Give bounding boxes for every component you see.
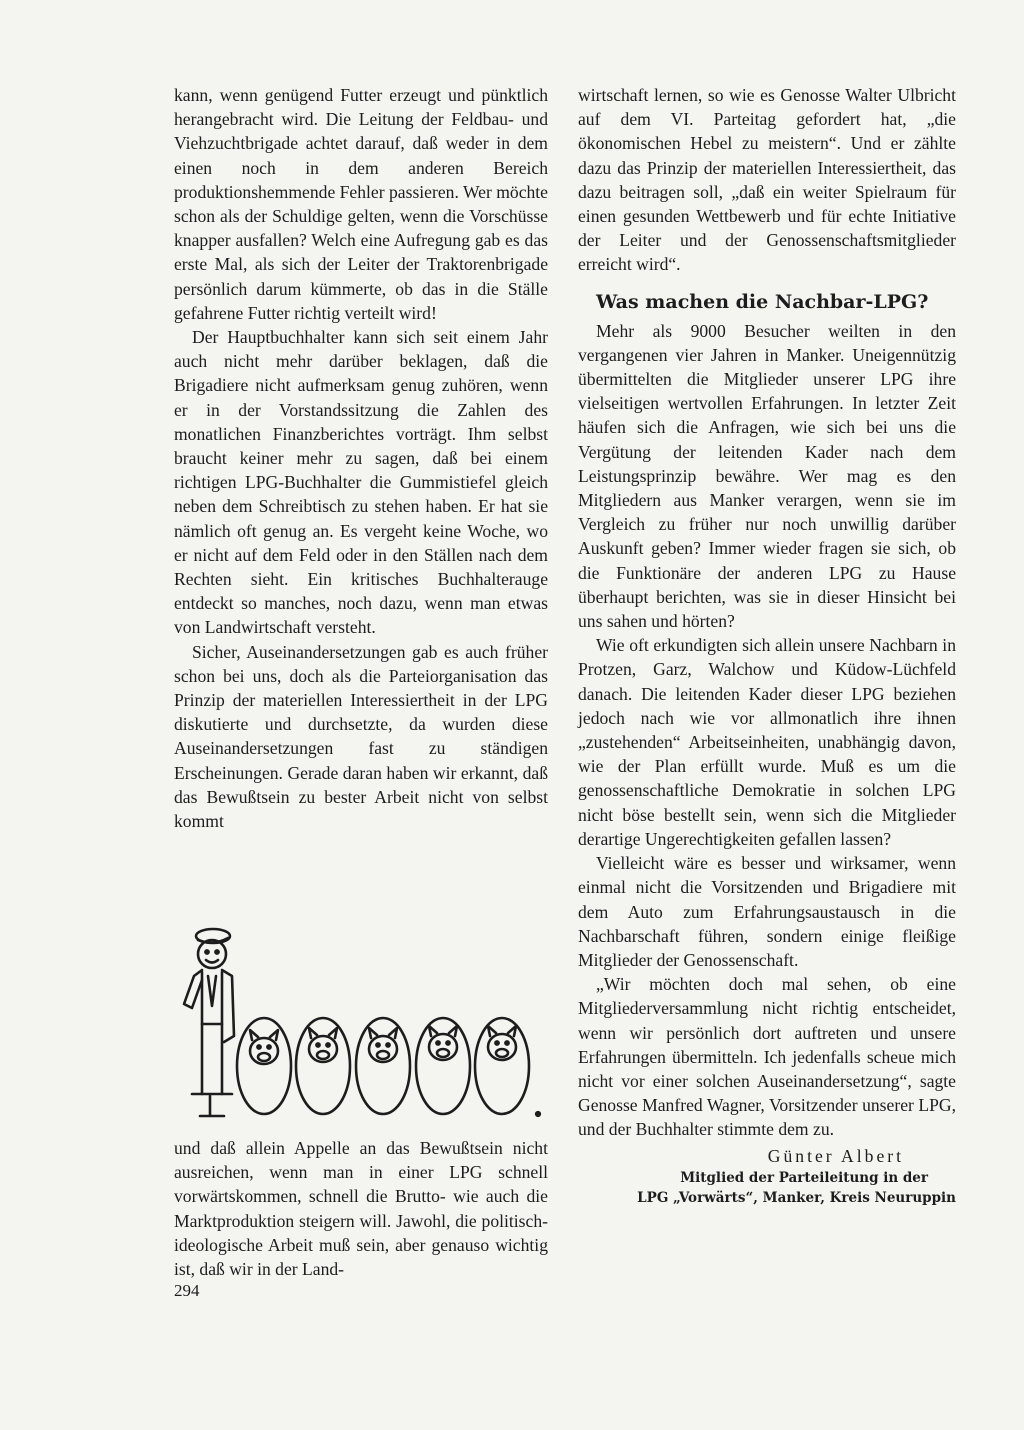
author-organization: LPG „Vorwärts“, Manker, Kreis Neuruppin bbox=[637, 1189, 956, 1206]
left-column-top bbox=[174, 83, 548, 833]
section-heading: Was machen die Nachbar-LPG? bbox=[596, 290, 929, 313]
farmer-with-five-pigs-cartoon-icon bbox=[180, 916, 550, 1128]
paragraph: Mehr als 9000 Besucher weilten in den vergangenen vier Jahren in Manker. Uneigennützig übermittelten die Mitglieder unserer LPG ihre vielseitigen wertvollen Erfahrungen. In letzter Zeit häufen sich die Anfragen, wie sich bei uns die Vergütung der leitenden Kader nach dem Leistungsprinzip bewähre. Wer mag es den Mitgliedern aus Manker verargen, wenn sie im Vergleich zu früher nur noch unwillig darüber Auskunft geben? Immer wieder fragen sie sich, ob die Funktionäre der anderen LPG zu Hause überhaupt berichten, was sie in dieser Hinsicht bei uns sahen und hörten? bbox=[578, 320, 956, 632]
paragraph: Wie oft erkundigten sich allein unsere Nachbarn in Protzen, Garz, Walchow und Küdow-Lüchfeld danach. Die leitenden Kader dieser LPG beziehen jedoch nach wie vor allmonatlich ihre ihnen „zustehenden“ Arbeitseinheiten, unabhängig davon, wie der Plan erfüllt wurde. Muß es um die genossenschaftliche Demokratie in solchen LPG nicht böse bestellt sein, wenn sich die Mitglieder derartige Ungerechtigkeiten gefallen lassen? bbox=[578, 635, 956, 849]
paragraph: Vielleicht wäre es besser und wirksamer, wenn einmal nicht die Vorsitzenden und Brigadiere mit dem Auto zum Erfahrungsaustausch in die Nachbarschaft führen, sondern einige fleißige Mitglieder der Genossenschaft. bbox=[578, 853, 956, 970]
right-column bbox=[578, 83, 956, 1208]
paragraph: Der Hauptbuchhalter kann sich seit einem Jahr auch nicht mehr darüber beklagen, daß die Brigadiere nicht aufmerksam genug zuhören, wenn er in der Vorstandssitzung die Zahlen des monatlichen Finanzberichtes vorträgt. Ihm selbst braucht keiner mehr zu sagen, daß bei einem richtigen LPG-Buchhalter die Gummistiefel gleich neben dem Schreibtisch zu stehen haben. Er hat sie nämlich oft genug an. Es vergeht keine Woche, wo er nicht auf dem Feld oder in den Ställen nach dem Rechten sieht. Ein kritisches Buchhalterauge entdeckt so manches, noch dazu, wenn man etwas von Landwirtschaft versteht. bbox=[174, 327, 548, 638]
paragraph: Sicher, Auseinandersetzungen gab es auch früher schon bei uns, doch als die Parteiorganisation das Prinzip der materiellen Interessiertheit in der LPG diskutierte und durchsetzte, da wurden diese Auseinandersetzungen fast zu ständigen Erscheinungen. Gerade daran haben wir erkannt, daß das Bewußtsein zu bester Arbeit nicht von selbst kommt bbox=[174, 641, 548, 832]
paragraph: wirtschaft lernen, so wie es Genosse Walter Ulbricht auf dem VI. Parteitag gefordert hat, „die ökonomischen Hebel zu meistern“. Und er zählte dazu das Prinzip der materiellen Interessiertheit, das dazu beitragen soll, „daß ein weiter Spielraum für einen gesunden Wettbewerb und für echte Initiative der Leiter und der Genossenschaftsmitglieder erreicht wird“. bbox=[578, 85, 956, 275]
paragraph: „Wir möchten doch mal sehen, ob eine Mitgliederversammlung nicht richtig entscheidet, wenn wir persönlich dort auftreten und unsere Erfahrungen übermitteln. Ich jedenfalls scheue mich nicht vor einer solchen Auseinandersetzung“, sagte Genosse Manfred Wagner, Vorsitzender unserer LPG, und der Buchhalter stimmte dem zu. bbox=[578, 974, 956, 1140]
paragraph: kann, wenn genügend Futter erzeugt und pünktlich herangebracht wird. Die Leitung der Feldbau- und Viehzuchtbrigade achtet darauf, daß weder in dem einen noch in dem anderen Bereich produktionshemmende Fehler passieren. Wer möchte schon als der Schuldige gelten, wenn die Vorschüsse knapper ausfallen? Welch eine Aufregung gab es das erste Mal, als sich der Leiter der Traktorenbrigade persönlich darum kümmerte, ob das in die Ställe gefahrene Futter richtig verteilt wird! bbox=[174, 85, 548, 323]
author-role: Mitglied der Parteileitung in der bbox=[680, 1169, 928, 1186]
left-column-bottom bbox=[174, 1136, 548, 1281]
paragraph: und daß allein Appelle an das Bewußtsein nicht ausreichen, wenn man in einer LPG schnell vorwärtskommen, schnell die Brutto- wie auch die Marktproduktion steigern will. Jawohl, die politisch-ideologische Arbeit muß sein, aber genauso wichtig ist, daß wir in der Land- bbox=[174, 1138, 548, 1280]
author-name: Günter Albert bbox=[767, 1145, 904, 1166]
page-number: 294 bbox=[174, 1281, 200, 1300]
